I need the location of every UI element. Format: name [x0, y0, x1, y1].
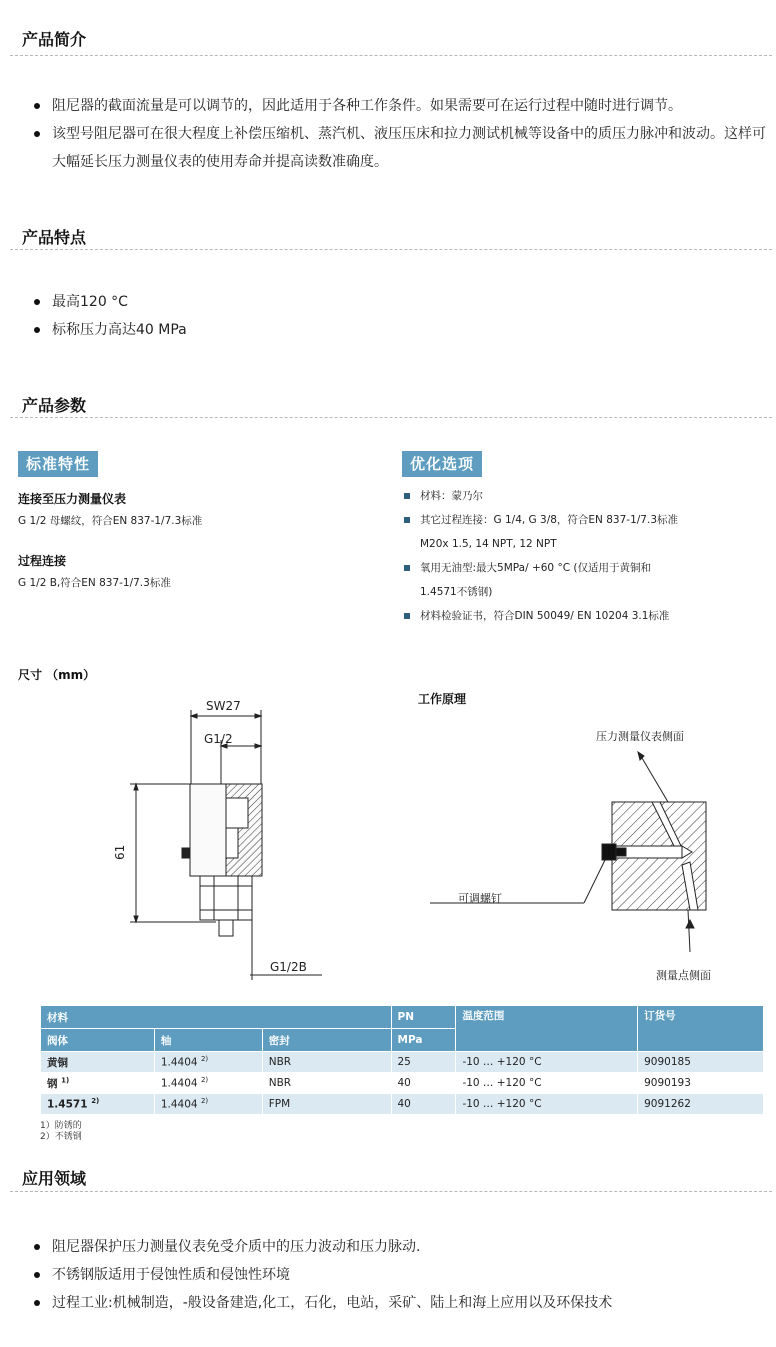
- th-pn: PN: [392, 1006, 456, 1028]
- list-item: 材料检验证书，符合DIN 50049/ EN 10204 3.1标准: [402, 604, 772, 628]
- principle-title: 工作原理: [418, 692, 467, 706]
- gauge-side-label: 压力测量仪表侧面: [596, 730, 684, 743]
- list-item: 阻尼器的截面流量是可以调节的，因此适用于各种工作条件。如果需要可在运行过程中随时进行调节。: [28, 92, 768, 120]
- features-list: [28, 288, 428, 344]
- list-item: 氧用无油型:最大5MPa/ +60 °C (仅适用于黄铜和 1.4571不锈钢): [402, 556, 772, 604]
- conn-text: G 1/2 母螺纹，符合EN 837-1/7.3标准: [18, 515, 203, 527]
- list-item: 标称压力高达40 MPa: [28, 316, 428, 344]
- divider: [10, 249, 772, 250]
- table-row: 1.4571 $^{2)}$ 1.4404 $^{2)}$ FPM 40 -10 … +120 °C 9091262: [41, 1094, 763, 1114]
- sw-label: SW27: [206, 699, 241, 713]
- dimension-drawing: [100, 688, 330, 988]
- proc-title: 过程连接: [18, 554, 67, 568]
- section-title-features: 产品特点: [22, 228, 87, 247]
- list-item: 材料：蒙乃尔: [402, 484, 772, 508]
- section-title-intro: 产品简介: [22, 30, 87, 49]
- th-body: 阀体: [41, 1029, 154, 1051]
- g-top-label: G1/2: [204, 732, 233, 746]
- g-bottom-label: G1/2B: [270, 960, 307, 974]
- list-item: 其它过程连接：G 1/4, G 3/8，符合EN 837-1/7.3标准 M20x 1.5, 14 NPT, 12 NPT: [402, 508, 772, 556]
- options-badge: 优化选项: [402, 451, 482, 477]
- options-list: [402, 484, 772, 628]
- footnote: 2）不锈钢: [40, 1132, 82, 1142]
- list-item: 过程工业:机械制造，-般设备建造,化工，石化，电站，采矿、陆上和海上应用以及环保技术: [28, 1289, 768, 1317]
- divider: [10, 55, 772, 56]
- list-item: 不锈钢版适用于侵蚀性质和侵蚀性环境: [28, 1261, 768, 1289]
- divider: [10, 417, 772, 418]
- spec-table: [40, 1005, 764, 1115]
- divider: [10, 1191, 772, 1192]
- section-title-applications: 应用领域: [22, 1169, 87, 1188]
- th-shaft: 轴: [155, 1029, 262, 1051]
- proc-text: G 1/2 B,符合EN 837-1/7.3标准: [18, 577, 171, 589]
- th-material: 材料: [41, 1006, 391, 1028]
- th-seal: 密封: [263, 1029, 391, 1051]
- footnote: 1）防锈的: [40, 1121, 82, 1131]
- list-item: 阻尼器保护压力测量仪表免受介质中的压力波动和压力脉动.: [28, 1233, 768, 1261]
- section-title-params: 产品参数: [22, 396, 87, 415]
- table-row: 黄铜 1.4404 $^{2)}$ NBR 25 -10 … +120 °C 9090185: [41, 1052, 763, 1072]
- point-side-label: 测量点侧面: [656, 969, 711, 982]
- standard-badge: 标准特性: [18, 451, 98, 477]
- table-row: 钢 $^{1)}$ 1.4404 $^{2)}$ NBR 40 -10 … +120 °C 9090193: [41, 1073, 763, 1093]
- height-label: 61: [113, 844, 127, 860]
- th-unit: MPa: [392, 1029, 456, 1051]
- intro-list: [28, 92, 768, 176]
- conn-title: 连接至压力测量仪表: [18, 492, 127, 506]
- th-temp: 温度范围: [456, 1006, 637, 1051]
- th-order: 订货号: [638, 1006, 763, 1051]
- screw-label: 可调螺钉: [458, 892, 502, 905]
- principle-drawing: [420, 720, 720, 990]
- dimensions-title: 尺寸 （mm）: [18, 668, 96, 682]
- list-item: 该型号阻尼器可在很大程度上补偿压缩机、蒸汽机、液压压床和拉力测试机械等设备中的质压力脉冲和波动。这样可大幅延长压力测量仪表的使用寿命并提高读数准确度。: [28, 120, 768, 176]
- list-item: 最高120 °C: [28, 288, 428, 316]
- applications-list: [28, 1233, 768, 1317]
